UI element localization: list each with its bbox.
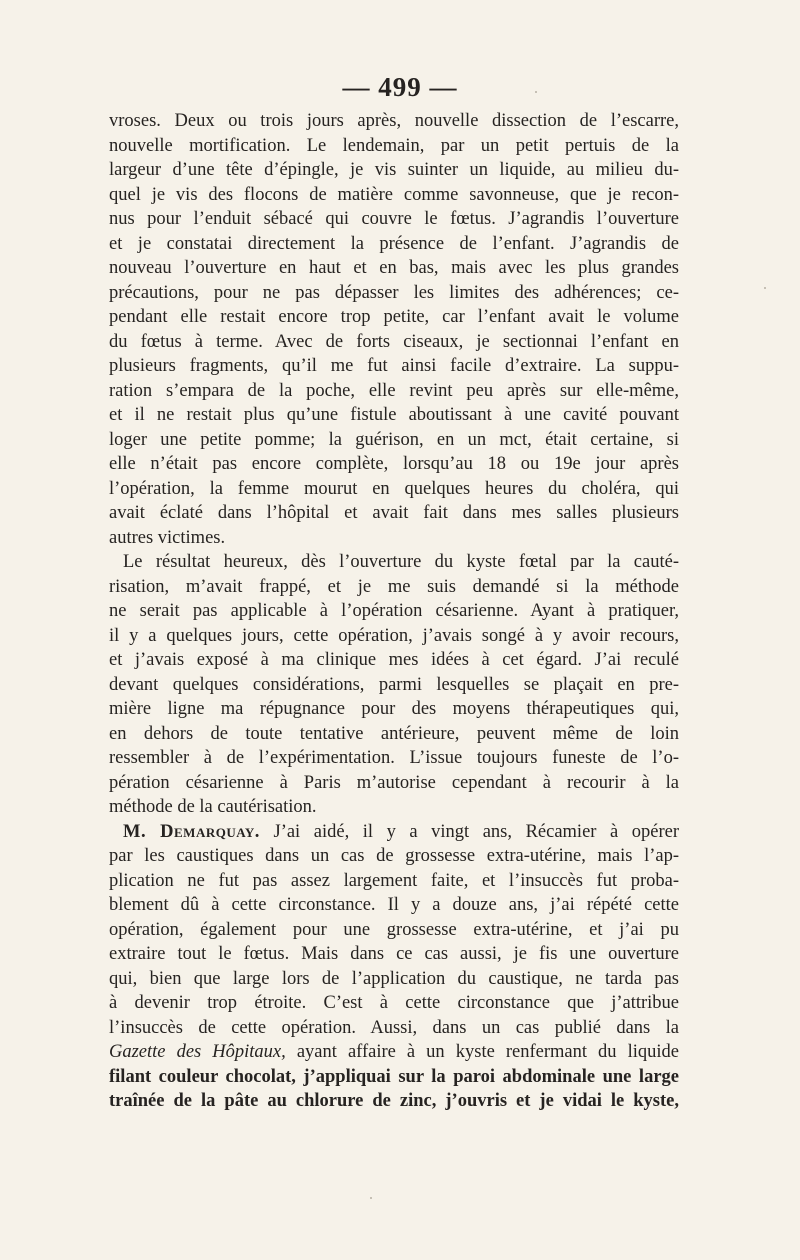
text-line: loger une petite pomme; la guérison, en un mct, était certaine, si bbox=[109, 429, 679, 450]
text-line: mière ligne ma répugnance pour des moyens thérapeutiques qui, bbox=[109, 699, 679, 719]
paragraph-1 bbox=[109, 109, 679, 550]
text-line bbox=[109, 1040, 679, 1065]
text-line: précautions, pour ne pas dépasser les limites des adhérences; ce- bbox=[109, 282, 679, 303]
paper-speck bbox=[764, 287, 766, 289]
text-line: blement dû à cette circonstance. Il y a douze ans, j’ai répété cette bbox=[109, 895, 679, 915]
journal-title: Gazette des Hôpitaux, bbox=[109, 1042, 286, 1062]
text-line: l’opération, la femme mourut en quelques heures du choléra, qui bbox=[109, 478, 679, 499]
text-line: nouvelle mortification. Le lendemain, par un petit pertuis de la bbox=[109, 135, 679, 156]
text-line bbox=[109, 820, 679, 845]
text-line: risation, m’avait frappé, et je me suis demandé si la méthode bbox=[109, 576, 679, 597]
text-line: à devenir trop étroite. C’est à cette circonstance que j’attribue bbox=[109, 993, 679, 1013]
text-line: traînée de la pâte au chlorure de zinc, j’ouvris et je vidai le kyste, bbox=[109, 1091, 679, 1111]
paragraph-2 bbox=[109, 550, 679, 820]
text-line: ressembler à de l’expérimentation. L’issue toujours funeste de l’o- bbox=[109, 748, 679, 768]
text-line: ne serait pas applicable à l’opération césarienne. Ayant à pratiquer, bbox=[109, 601, 679, 621]
text-line: et je constatai directement la présence de l’enfant. J’agrandis de bbox=[109, 233, 679, 254]
body-text bbox=[109, 109, 679, 1114]
text-line: pendant elle restait encore trop petite, car l’enfant avait le volume bbox=[109, 307, 679, 327]
text-line: opération, également pour une grossesse extra-utérine, et j’ai pu bbox=[109, 919, 679, 940]
text-line: filant couleur chocolat, j’appliquai sur la paroi abdominale une large bbox=[109, 1066, 679, 1087]
text-line: nouveau l’ouverture en haut et en bas, mais avec les plus grandes bbox=[109, 258, 679, 278]
text-line: et j’avais exposé à ma clinique mes idées à cet égard. J’ai reculé bbox=[109, 650, 679, 670]
speaker-name: M. Demarquay. bbox=[123, 821, 260, 842]
text-line: du fœtus à terme. Avec de forts ciseaux, je sectionnai l’enfant en bbox=[109, 331, 679, 352]
text-line: devant quelques considérations, parmi lesquelles se plaçait en pre- bbox=[109, 674, 679, 695]
paragraph-3 bbox=[109, 820, 679, 1114]
text-line: plication ne fut pas assez largement faite, et l’insuccès fut proba- bbox=[109, 870, 679, 891]
journal-line-text: ayant affaire à un kyste renfermant du liquide bbox=[285, 1042, 679, 1062]
text-line: et il ne restait plus qu’une fistule aboutissant à une cavité pouvant bbox=[109, 405, 679, 425]
text-line: autres victimes. bbox=[109, 527, 226, 548]
text-line: extraire tout le fœtus. Mais dans ce cas aussi, je fis une ouverture bbox=[109, 944, 679, 964]
text-line: par les caustiques dans un cas de grossesse extra-utérine, mais l’ap- bbox=[109, 846, 679, 866]
text-line: avait éclaté dans l’hôpital et avait fait dans mes salles plusieurs bbox=[109, 503, 679, 523]
text-line: il y a quelques jours, cette opération, j’avais songé à y avoir recours, bbox=[109, 625, 679, 646]
text-line: vroses. Deux ou trois jours après, nouvelle dissection de l’escarre, bbox=[109, 111, 679, 131]
paper-speck bbox=[535, 91, 537, 93]
text-line: méthode de la cautérisation. bbox=[109, 797, 317, 817]
page-number: — 499 — bbox=[342, 72, 458, 102]
text-line: pération césarienne à Paris m’autorise cependant à recourir à la bbox=[109, 772, 679, 793]
text-line: largeur d’une tête d’épingle, je vis suinter un liquide, au milieu du- bbox=[109, 160, 679, 180]
text-line: elle n’était pas encore complète, lorsqu’au 18 ou 19e jour après bbox=[109, 454, 679, 474]
text-line: nus pour l’enduit sébacé qui couvre le fœtus. J’agrandis l’ouverture bbox=[109, 209, 679, 229]
text-line: l’insuccès de cette opération. Aussi, dans un cas publié dans la bbox=[109, 1017, 679, 1038]
speaker-text: J’ai aidé, il y a vingt ans, Récamier à opérer bbox=[259, 821, 679, 842]
text-line: qui, bien que large lors de l’application du caustique, ne tarda pas bbox=[109, 968, 679, 989]
text-line: Le résultat heureux, dès l’ouverture du kyste fœtal par la cauté- bbox=[123, 552, 679, 572]
text-line: en dehors de toute tentative antérieure, peuvent même de loin bbox=[109, 723, 679, 744]
paper-speck bbox=[370, 1197, 372, 1199]
text-line: quel je vis des flocons de matière comme savonneuse, que je recon- bbox=[109, 184, 679, 205]
text-line: ration s’empara de la poche, elle revint peu après sur elle-même, bbox=[109, 380, 679, 401]
text-line: plusieurs fragments, qu’il me fut ainsi facile d’extraire. La suppu- bbox=[109, 356, 679, 376]
